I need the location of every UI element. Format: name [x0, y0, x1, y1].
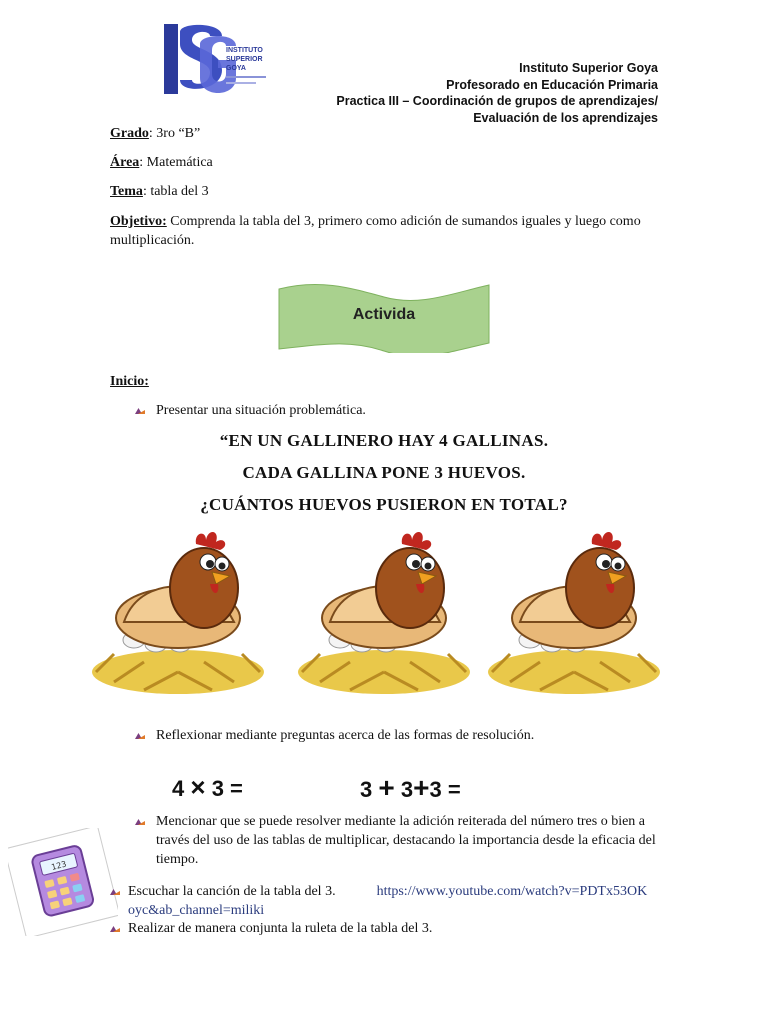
bullet-icon [110, 886, 120, 896]
calculator-icon [8, 828, 118, 936]
bullet-text: Reflexionar mediante preguntas acerca de las formas de resolución. [156, 728, 535, 743]
institution-course: Practica III – Coordinación de grupos de aprendizajes/ [336, 94, 658, 108]
bullet-item-1 [135, 401, 676, 420]
multiplication-equation [172, 772, 243, 803]
objetivo-value: Comprenda la tabla del 3, primero como adición de sumandos iguales y luego como multiplicación. [110, 214, 641, 248]
institution-program: Profesorado en Educación Primaria [446, 77, 658, 92]
addition-equation [360, 772, 461, 804]
institution-header [336, 60, 658, 126]
hen-on-nest-icon [84, 522, 272, 697]
svg-text:INSTITUTO: INSTITUTO [226, 47, 263, 54]
area-label: Área [110, 155, 140, 170]
bullet-icon [110, 923, 120, 933]
bullet-icon [135, 816, 145, 826]
bullet-text: Presentar una situación problemática. [156, 403, 366, 418]
inicio-heading: Inicio: [110, 374, 149, 389]
mult-operand-a: 4 [172, 776, 185, 801]
area-field [110, 155, 213, 171]
isg-logo-icon [160, 22, 280, 102]
tema-label: Tema [110, 184, 143, 199]
bullet-item-3 [135, 812, 681, 869]
bullet-item-4 [110, 882, 648, 920]
bullet-text: Realizar de manera conjunta la ruleta de la tabla del 3. [128, 921, 433, 936]
problem-line-3: ¿CUÁNTOS HUEVOS PUSIERON EN TOTAL? [200, 495, 568, 514]
grado-label: Grado [110, 126, 149, 141]
problem-line-1: “EN UN GALLINERO HAY 4 GALLINAS. [219, 431, 549, 450]
grado-field [110, 126, 200, 142]
bullet-text: Escuchar la canción de la tabla del 3. [128, 884, 336, 899]
grado-value: : 3ro “B” [148, 126, 201, 141]
add-operand-a: 3 [360, 777, 373, 802]
bullet-item-2 [135, 726, 716, 745]
problem-line-2: CADA GALLINA PONE 3 HUEVOS. [242, 463, 526, 482]
bullet-icon [135, 730, 145, 740]
hen-on-nest-icon [290, 522, 478, 697]
bullet-text: Mencionar que se puede resolver mediante la adición reiterada del número tres o bien a través del uso de las tablas de multiplicar, destacando la importancia desde la eficacia del tiempo. [156, 814, 656, 867]
svg-text:GOYA: GOYA [226, 65, 246, 72]
mult-operand-b: 3 = [211, 776, 243, 801]
institution-name: Instituto Superior Goya [519, 61, 658, 75]
objetivo-label: Objetivo: [110, 214, 167, 229]
add-operand-c: 3 = [429, 777, 461, 802]
bullet-icon [135, 405, 145, 415]
bullet-item-5 [110, 919, 648, 938]
hen-on-nest-icon [480, 522, 668, 697]
area-value: : Matemática [139, 155, 213, 170]
tema-value: : tabla del 3 [142, 184, 209, 199]
objetivo-field [110, 212, 665, 250]
youtube-link[interactable]: https://www.youtube.com/watch?v=PDTx53OKoyc&ab_channel=miliki [128, 884, 648, 918]
institution-course-sub: Evaluación de los aprendizajes [473, 110, 658, 125]
multiply-sign: × [190, 772, 206, 802]
svg-text:SUPERIOR: SUPERIOR [226, 56, 263, 63]
plus-sign: + [378, 772, 395, 803]
banner-title: Activida [352, 306, 416, 323]
plus-sign: + [413, 772, 430, 803]
svg-text:123: 123 [50, 859, 68, 872]
tema-field [110, 184, 209, 200]
add-operand-b: 3 [400, 777, 414, 802]
